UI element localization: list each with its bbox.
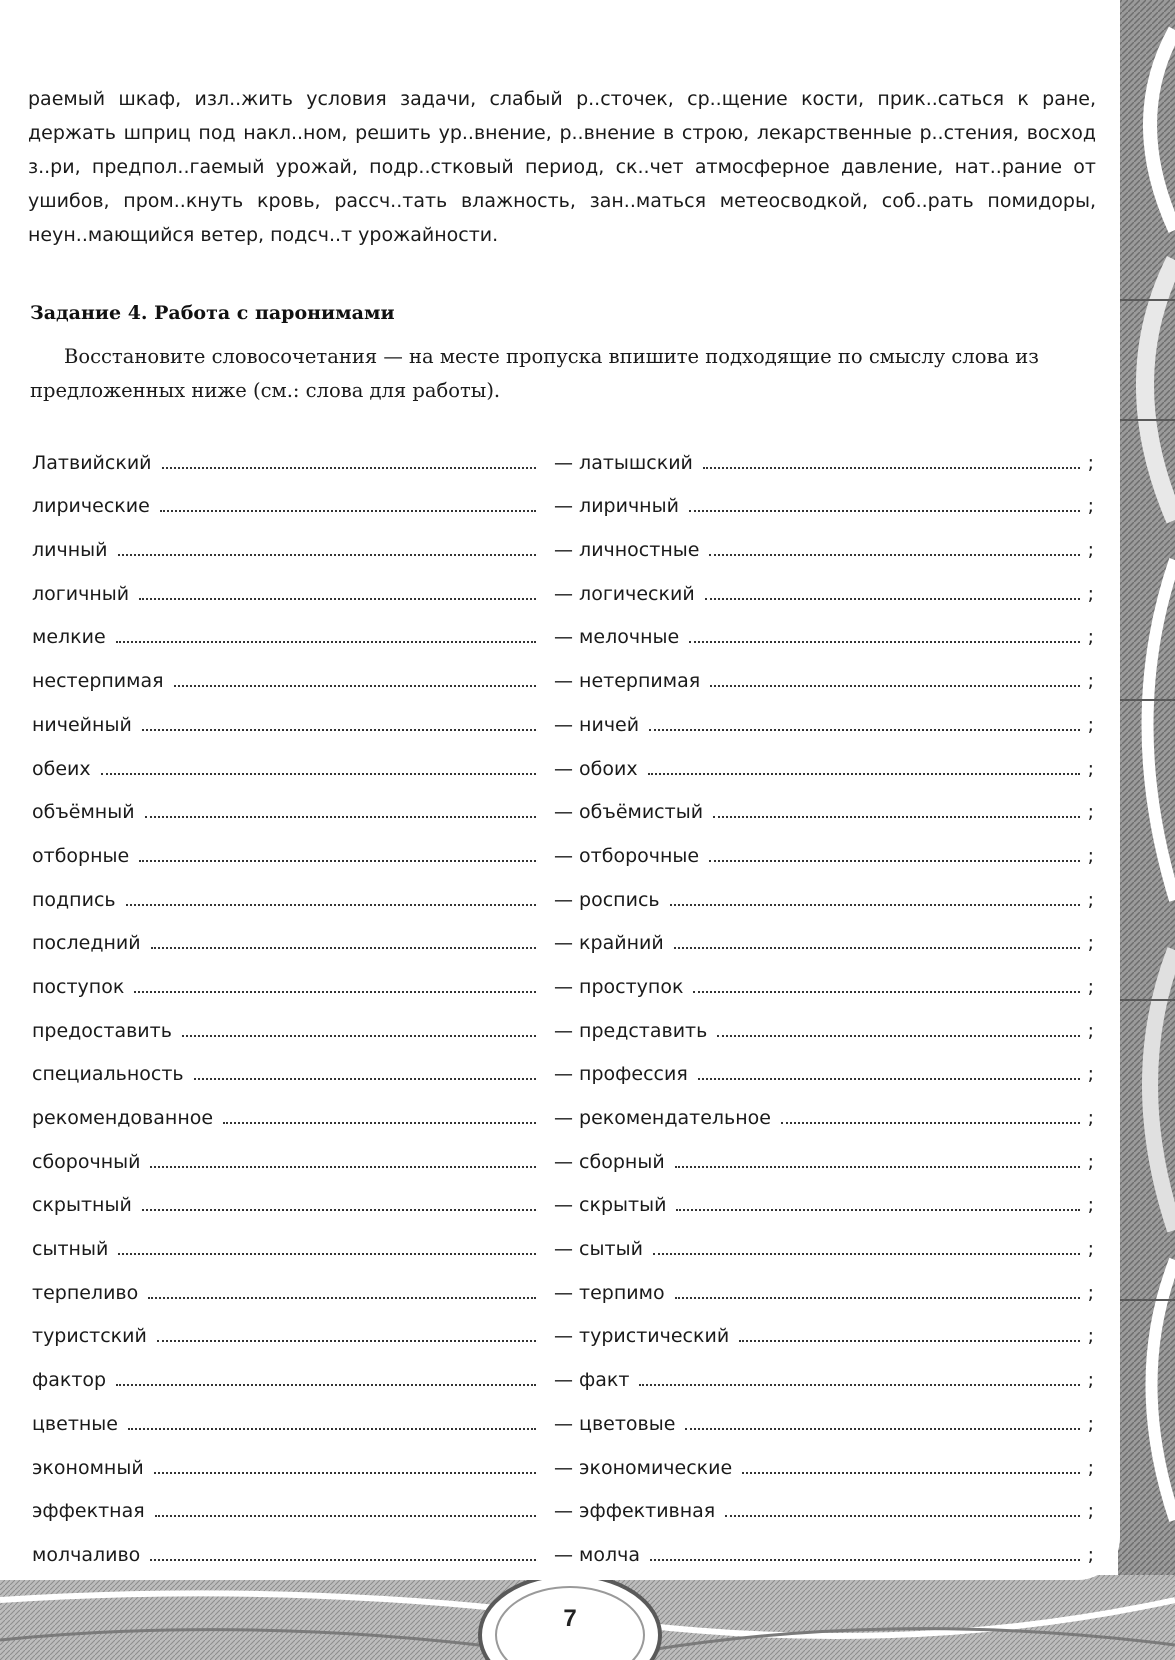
- right-part: [542, 1282, 1094, 1304]
- left-part: [32, 889, 542, 911]
- right-part: [542, 452, 1094, 474]
- blank-fill-line[interactable]: [126, 903, 536, 906]
- right-part: [542, 845, 1094, 867]
- blank-fill-line[interactable]: [128, 1427, 536, 1430]
- paronym-row: [32, 1173, 1094, 1217]
- dash: —: [554, 975, 573, 998]
- semicolon: ;: [1087, 888, 1094, 911]
- right-word-text: логический: [579, 582, 695, 605]
- dash: —: [554, 582, 573, 605]
- semicolon: ;: [1087, 757, 1094, 780]
- blank-fill-line[interactable]: [709, 859, 1079, 862]
- blank-fill-line[interactable]: [717, 1034, 1079, 1037]
- semicolon: ;: [1087, 1194, 1094, 1217]
- blank-fill-line[interactable]: [703, 466, 1080, 469]
- left-part: [32, 1500, 542, 1522]
- paronym-row: [32, 605, 1094, 649]
- right-word: [554, 583, 695, 605]
- blank-fill-line[interactable]: [705, 597, 1080, 600]
- paronym-row: [32, 1042, 1094, 1086]
- blank-fill-line[interactable]: [118, 1252, 536, 1255]
- dash: —: [554, 932, 573, 955]
- left-part: [32, 452, 542, 474]
- semicolon: ;: [1087, 1412, 1094, 1435]
- blank-fill-line[interactable]: [698, 1077, 1080, 1080]
- right-word: [554, 932, 664, 954]
- blank-fill-line[interactable]: [689, 640, 1079, 643]
- semicolon: ;: [1087, 975, 1094, 998]
- left-word: отборные: [32, 844, 130, 867]
- blank-fill-line[interactable]: [675, 1165, 1080, 1168]
- right-word-text: профессия: [579, 1063, 688, 1086]
- right-word-text: сборный: [579, 1150, 665, 1173]
- left-word: мелкие: [32, 626, 106, 649]
- right-part: [542, 1544, 1094, 1566]
- right-word: [554, 452, 693, 474]
- dash: —: [554, 1238, 573, 1261]
- paronym-row: [32, 692, 1094, 736]
- dash: —: [554, 1019, 573, 1042]
- paronym-row: [32, 1435, 1094, 1479]
- left-word: объёмный: [32, 801, 135, 824]
- right-word-text: проступок: [579, 975, 684, 998]
- left-word: фактор: [32, 1369, 107, 1392]
- right-word: [554, 1151, 665, 1173]
- blank-fill-line[interactable]: [182, 1034, 536, 1037]
- right-word-text: обоих: [579, 757, 638, 780]
- paronym-row: [32, 1391, 1094, 1435]
- left-part: [32, 626, 542, 648]
- left-part: [32, 1457, 542, 1479]
- right-word-text: терпимо: [579, 1281, 665, 1304]
- right-part: [542, 976, 1094, 998]
- left-part: [32, 801, 542, 823]
- left-part: [32, 976, 542, 998]
- right-part: [542, 626, 1094, 648]
- dash: —: [554, 670, 573, 693]
- paronym-row: [32, 954, 1094, 998]
- paronym-row: [32, 1479, 1094, 1523]
- blank-fill-line[interactable]: [116, 1383, 536, 1386]
- blank-fill-line[interactable]: [639, 1383, 1079, 1386]
- right-word: [554, 1457, 732, 1479]
- paronym-row: [32, 1216, 1094, 1260]
- right-word-text: эффективная: [579, 1500, 716, 1523]
- dash: —: [554, 1281, 573, 1304]
- blank-fill-line[interactable]: [689, 509, 1080, 512]
- left-word: цветные: [32, 1412, 119, 1435]
- paronym-row: [32, 648, 1094, 692]
- dash: —: [554, 626, 573, 649]
- blank-fill-line[interactable]: [194, 1077, 536, 1080]
- left-part: [32, 1325, 542, 1347]
- blank-fill-line[interactable]: [139, 597, 536, 600]
- dash: —: [554, 801, 573, 824]
- paronym-row: [32, 1304, 1094, 1348]
- paronym-row: [32, 998, 1094, 1042]
- semicolon: ;: [1087, 1543, 1094, 1566]
- right-word-text: роспись: [579, 888, 660, 911]
- right-word-text: отборочные: [579, 844, 700, 867]
- blank-fill-line[interactable]: [676, 1208, 1079, 1211]
- right-word-text: туристический: [579, 1325, 730, 1348]
- right-word-text: представить: [579, 1019, 708, 1042]
- paronym-row: [32, 780, 1094, 824]
- left-word: эффектная: [32, 1500, 145, 1523]
- right-word: [554, 1020, 707, 1042]
- paronym-row: [32, 1129, 1094, 1173]
- blank-fill-line[interactable]: [150, 1558, 536, 1561]
- paronym-row: [32, 911, 1094, 955]
- blank-fill-line[interactable]: [685, 1427, 1079, 1430]
- left-word: предоставить: [32, 1019, 172, 1042]
- blank-fill-line[interactable]: [134, 990, 536, 993]
- left-part: [32, 1063, 542, 1085]
- left-part: [32, 583, 542, 605]
- right-word: [554, 1500, 715, 1522]
- blank-fill-line[interactable]: [710, 684, 1079, 687]
- semicolon: ;: [1087, 1281, 1094, 1304]
- right-part: [542, 670, 1094, 692]
- right-word: [554, 670, 700, 692]
- semicolon: ;: [1087, 801, 1094, 824]
- right-word: [554, 539, 699, 561]
- left-word: личный: [32, 539, 108, 562]
- dash: —: [554, 844, 573, 867]
- left-part: [32, 1107, 542, 1129]
- semicolon: ;: [1087, 1325, 1094, 1348]
- right-part: [542, 1238, 1094, 1260]
- left-word: поступок: [32, 975, 125, 998]
- blank-fill-line[interactable]: [674, 946, 1080, 949]
- blank-fill-line[interactable]: [174, 684, 536, 687]
- right-word-text: мелочные: [579, 626, 680, 649]
- semicolon: ;: [1087, 1107, 1094, 1129]
- paronym-row: [32, 517, 1094, 561]
- right-part: [542, 1194, 1094, 1216]
- right-word: [554, 495, 679, 517]
- right-word: [554, 626, 679, 648]
- right-word-text: рекомендательное: [579, 1107, 771, 1129]
- left-word: нестерпимая: [32, 670, 164, 693]
- right-part: [542, 758, 1094, 780]
- left-part: [32, 1238, 542, 1260]
- blank-fill-line[interactable]: [223, 1121, 536, 1124]
- blank-fill-line[interactable]: [739, 1339, 1079, 1342]
- semicolon: ;: [1087, 1500, 1094, 1523]
- semicolon: ;: [1087, 1063, 1094, 1086]
- left-part: [32, 1413, 542, 1435]
- left-word: лирические: [32, 495, 150, 518]
- right-part: [542, 583, 1094, 605]
- paronym-row: [32, 867, 1094, 911]
- right-word-text: сытый: [579, 1238, 643, 1261]
- dash: —: [554, 1107, 573, 1129]
- blank-fill-line[interactable]: [139, 859, 536, 862]
- left-word: терпеливо: [32, 1281, 139, 1304]
- right-part: [542, 1413, 1094, 1435]
- dash: —: [554, 888, 573, 911]
- right-word: [554, 1544, 640, 1566]
- dash: —: [554, 1369, 573, 1392]
- left-word: скрытный: [32, 1194, 132, 1217]
- paronym-row: [32, 1260, 1094, 1304]
- right-word-text: крайний: [579, 932, 664, 955]
- blank-fill-line[interactable]: [142, 1208, 536, 1211]
- blank-fill-line[interactable]: [150, 1165, 536, 1168]
- left-part: [32, 1020, 542, 1042]
- right-word: [554, 1413, 675, 1435]
- dash: —: [554, 1543, 573, 1566]
- right-word: [554, 889, 660, 911]
- right-part: [542, 932, 1094, 954]
- left-word: рекомендованное: [32, 1107, 214, 1129]
- right-word-text: цветовые: [579, 1412, 676, 1435]
- task-instruction: Восстановите словосочетания — на месте пропуска впишите подходящие по смыслу слова из предложенных ниже (см.: слова для работы).: [30, 345, 1039, 402]
- left-word: логичный: [32, 582, 130, 605]
- dash: —: [554, 1456, 573, 1479]
- left-part: [32, 670, 542, 692]
- dash: —: [554, 1325, 573, 1348]
- right-word-text: факт: [579, 1369, 630, 1392]
- left-part: [32, 1151, 542, 1173]
- left-word: обеих: [32, 757, 91, 780]
- semicolon: ;: [1087, 495, 1094, 518]
- right-word: [554, 1369, 629, 1391]
- blank-fill-line[interactable]: [675, 1296, 1080, 1299]
- blank-fill-line[interactable]: [781, 1121, 1080, 1124]
- right-word-text: ничей: [579, 713, 640, 736]
- intro-paragraph: раемый шкаф, изл..жить условия задачи, слабый р..сточек, ср..щение кости, прик..саться к ране, держать шприц под накл..ном, решить ур..внение, р..внение в строю, лекарственные р..стения, восход з..ри, предпол..гаемый урожай, подр..стковый период, ск..чет атмосферное давление, нат..рание от ушибов, пром..кнуть кровь, рассч..тать влажность, зан..маться метеосводкой, соб..рать помидоры, неун..мающийся ветер, подсч..т урожайности.: [28, 88, 1096, 246]
- right-word-text: нетерпимая: [579, 670, 701, 693]
- right-part: [542, 714, 1094, 736]
- right-word-text: скрытый: [579, 1194, 667, 1217]
- dash: —: [554, 495, 573, 518]
- semicolon: ;: [1087, 451, 1094, 474]
- left-part: [32, 1544, 542, 1566]
- semicolon: ;: [1087, 539, 1094, 562]
- left-part: [32, 714, 542, 736]
- dash: —: [554, 1150, 573, 1173]
- dash: —: [554, 1412, 573, 1435]
- right-part: [542, 1325, 1094, 1347]
- blank-fill-line[interactable]: [162, 466, 536, 469]
- right-word-text: латышский: [579, 451, 693, 474]
- blank-fill-line[interactable]: [151, 946, 536, 949]
- right-word: [554, 1325, 729, 1347]
- paronym-row: [32, 430, 1094, 474]
- right-word-text: экономические: [579, 1456, 733, 1479]
- left-part: [32, 1194, 542, 1216]
- left-part: [32, 932, 542, 954]
- paronym-row: [32, 474, 1094, 518]
- right-part: [542, 495, 1094, 517]
- blank-fill-line[interactable]: [713, 815, 1080, 818]
- right-word: [554, 1238, 643, 1260]
- paronym-pairs-list: [32, 430, 1094, 1566]
- semicolon: ;: [1087, 713, 1094, 736]
- left-part: [32, 539, 542, 561]
- dash: —: [554, 713, 573, 736]
- blank-fill-line[interactable]: [145, 815, 536, 818]
- right-word-text: молча: [579, 1543, 641, 1566]
- paronym-row: [32, 823, 1094, 867]
- dash: —: [554, 1194, 573, 1217]
- blank-fill-line[interactable]: [116, 640, 536, 643]
- right-part: [542, 1457, 1094, 1479]
- semicolon: ;: [1087, 670, 1094, 693]
- semicolon: ;: [1087, 582, 1094, 605]
- right-word-text: личностные: [579, 539, 700, 562]
- left-word: ничейный: [32, 713, 132, 736]
- left-word: сборочный: [32, 1150, 141, 1173]
- right-word: [554, 1063, 688, 1085]
- right-part: [542, 1020, 1094, 1042]
- semicolon: ;: [1087, 1019, 1094, 1042]
- paronym-row: [32, 1522, 1094, 1566]
- blank-fill-line[interactable]: [742, 1471, 1079, 1474]
- semicolon: ;: [1087, 626, 1094, 649]
- semicolon: ;: [1087, 1238, 1094, 1261]
- right-part: [542, 1151, 1094, 1173]
- blank-fill-line[interactable]: [670, 903, 1080, 906]
- right-word: [554, 801, 703, 823]
- semicolon: ;: [1087, 844, 1094, 867]
- paronym-row: [32, 1347, 1094, 1391]
- blank-fill-line[interactable]: [101, 772, 536, 775]
- semicolon: ;: [1087, 932, 1094, 955]
- blank-fill-line[interactable]: [693, 990, 1079, 993]
- right-word-text: объёмистый: [579, 801, 704, 824]
- blank-fill-line[interactable]: [160, 509, 536, 512]
- paronym-row: [32, 736, 1094, 780]
- blank-fill-line[interactable]: [148, 1296, 536, 1299]
- blank-fill-line[interactable]: [157, 1339, 536, 1342]
- blank-fill-line[interactable]: [648, 772, 1080, 775]
- right-word: [554, 1282, 665, 1304]
- semicolon: ;: [1087, 1369, 1094, 1392]
- right-word: [554, 714, 639, 736]
- left-part: [32, 845, 542, 867]
- dash: —: [554, 451, 573, 474]
- paronym-row: [32, 561, 1094, 605]
- right-part: [542, 539, 1094, 561]
- paronym-row: [32, 1085, 1094, 1129]
- left-word: молчаливо: [32, 1543, 141, 1566]
- blank-fill-line[interactable]: [154, 1471, 536, 1474]
- right-word: [554, 758, 638, 780]
- left-word: подпись: [32, 888, 116, 911]
- blank-fill-line[interactable]: [653, 1252, 1080, 1255]
- right-word: [554, 976, 683, 998]
- dash: —: [554, 757, 573, 780]
- left-part: [32, 1369, 542, 1391]
- page-number: 7: [563, 1605, 577, 1632]
- dash: —: [554, 539, 573, 562]
- left-part: [32, 758, 542, 780]
- dash: —: [554, 1063, 573, 1086]
- semicolon: ;: [1087, 1150, 1094, 1173]
- left-word: экономный: [32, 1456, 144, 1479]
- task-title: Задание 4. Работа с паронимами: [30, 302, 395, 324]
- semicolon: ;: [1087, 1456, 1094, 1479]
- blank-fill-line[interactable]: [709, 553, 1079, 556]
- blank-fill-line[interactable]: [649, 728, 1080, 731]
- right-part: [542, 889, 1094, 911]
- right-part: [542, 801, 1094, 823]
- blank-fill-line[interactable]: [155, 1514, 536, 1517]
- right-part: [542, 1063, 1094, 1085]
- right-part: [542, 1369, 1094, 1391]
- right-part: [542, 1107, 1094, 1129]
- left-word: туристский: [32, 1325, 147, 1348]
- left-word: специальность: [32, 1063, 184, 1086]
- left-word: сытный: [32, 1238, 109, 1261]
- blank-fill-line[interactable]: [142, 728, 536, 731]
- right-word: [554, 1107, 771, 1129]
- right-part: [542, 1500, 1094, 1522]
- dash: —: [554, 1500, 573, 1523]
- left-word: последний: [32, 932, 141, 955]
- left-word: Латвийский: [32, 451, 152, 474]
- blank-fill-line[interactable]: [725, 1514, 1079, 1517]
- right-word: [554, 845, 699, 867]
- left-part: [32, 1282, 542, 1304]
- right-word-text: лиричный: [579, 495, 679, 518]
- right-word: [554, 1194, 666, 1216]
- left-part: [32, 495, 542, 517]
- blank-fill-line[interactable]: [118, 553, 537, 556]
- blank-fill-line[interactable]: [650, 1558, 1080, 1561]
